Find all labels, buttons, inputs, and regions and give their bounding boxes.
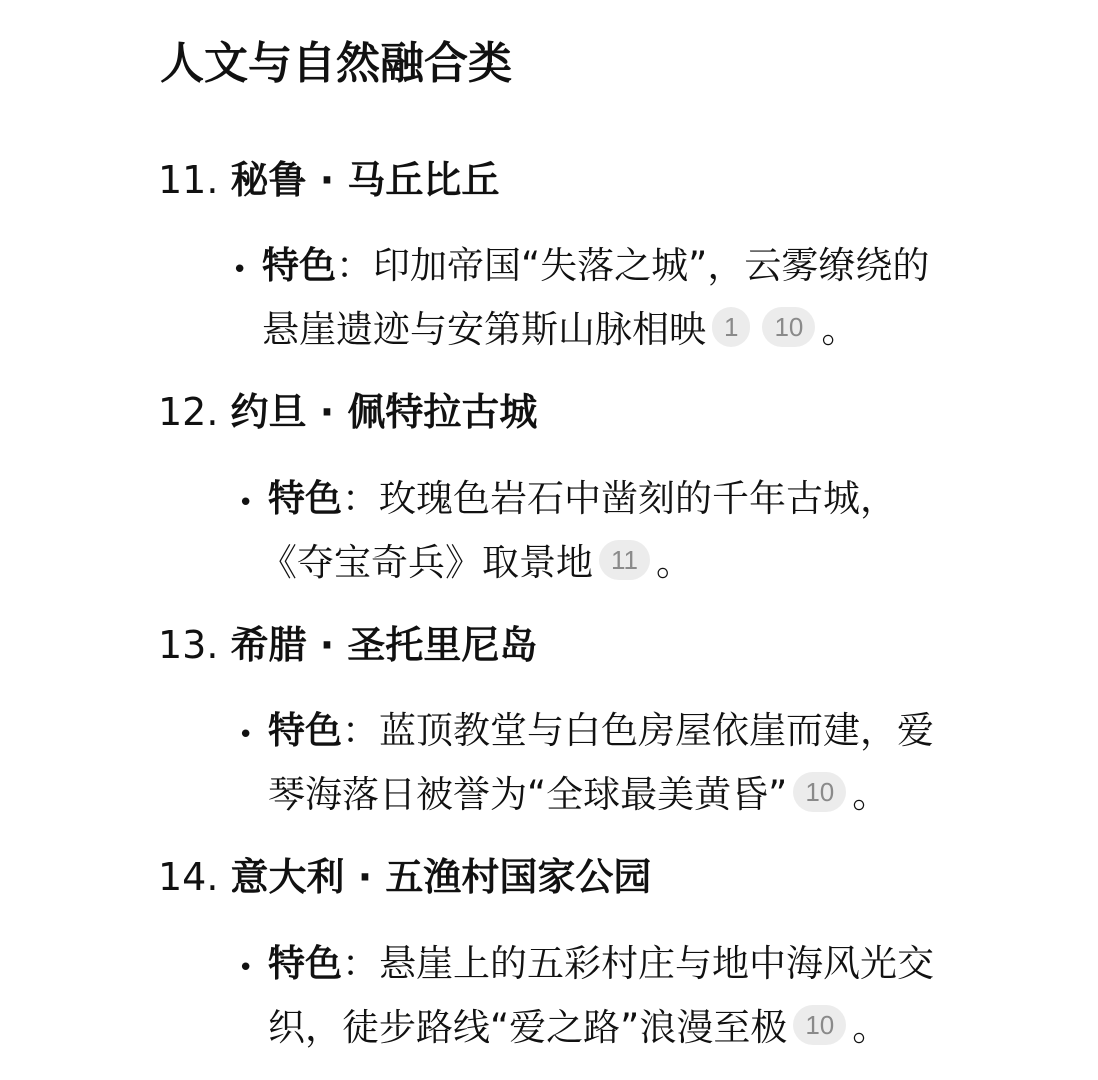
item-name: 约旦 · 佩特拉古城 xyxy=(230,390,538,434)
description-line-1: 印加帝国“失落之城”，云雾缭绕的 xyxy=(373,244,930,287)
description-line-2: 织，徒步路线“爱之路”浪漫至极 xyxy=(268,1006,788,1049)
feature-label: 特色 xyxy=(268,942,342,985)
bullet-dot: • xyxy=(232,255,248,285)
citation-badge[interactable]: 11 xyxy=(599,540,650,580)
label-colon: ： xyxy=(336,244,373,287)
bullet-dot: • xyxy=(238,720,254,750)
end-punctuation: 。 xyxy=(656,541,693,584)
item-name: 意大利 · 五渔村国家公园 xyxy=(230,855,652,899)
end-punctuation: 。 xyxy=(821,308,859,351)
item-heading xyxy=(158,387,537,437)
item-name: 希腊 · 圣托里尼岛 xyxy=(230,623,538,667)
label-colon: ： xyxy=(342,942,379,985)
label-colon: ： xyxy=(342,477,379,520)
item-heading xyxy=(158,155,499,205)
item-heading xyxy=(158,620,537,670)
item-number: 13. xyxy=(158,623,219,667)
section-title: 人文与自然融合类 xyxy=(160,38,512,89)
citation-badge[interactable]: 10 xyxy=(762,307,815,347)
item-description xyxy=(262,234,1062,362)
item-heading xyxy=(158,852,651,902)
bullet-dot: • xyxy=(238,953,254,983)
end-punctuation: 。 xyxy=(852,773,890,816)
item-number: 12. xyxy=(158,390,219,434)
citation-badge[interactable]: 1 xyxy=(712,307,750,347)
description-line-1: 玫瑰色岩石中凿刻的千年古城， xyxy=(379,477,897,520)
item-number: 14. xyxy=(158,855,219,899)
item-description xyxy=(260,467,1068,595)
bullet-dot: • xyxy=(238,488,254,518)
description-line-2: 悬崖遗迹与安第斯山脉相映 xyxy=(262,308,706,351)
item-name: 秘鲁 · 马丘比丘 xyxy=(230,158,500,202)
end-punctuation: 。 xyxy=(852,1006,890,1049)
item-number: 11. xyxy=(158,158,219,202)
description-line-2: 琴海落日被誉为“全球最美黄昏” xyxy=(268,773,788,816)
item-description xyxy=(268,699,1068,827)
feature-label: 特色 xyxy=(262,244,336,287)
description-line-1: 蓝顶教堂与白色房屋依崖而建，爱 xyxy=(379,709,934,752)
feature-label: 特色 xyxy=(268,477,342,520)
description-line-1: 悬崖上的五彩村庄与地中海风光交 xyxy=(379,942,934,985)
citation-badge[interactable]: 10 xyxy=(793,1005,846,1045)
label-colon: ： xyxy=(342,709,379,752)
citation-badge[interactable]: 10 xyxy=(793,772,846,812)
item-description xyxy=(268,932,1068,1060)
description-line-2: 《夺宝奇兵》取景地 xyxy=(260,541,593,584)
feature-label: 特色 xyxy=(268,709,342,752)
